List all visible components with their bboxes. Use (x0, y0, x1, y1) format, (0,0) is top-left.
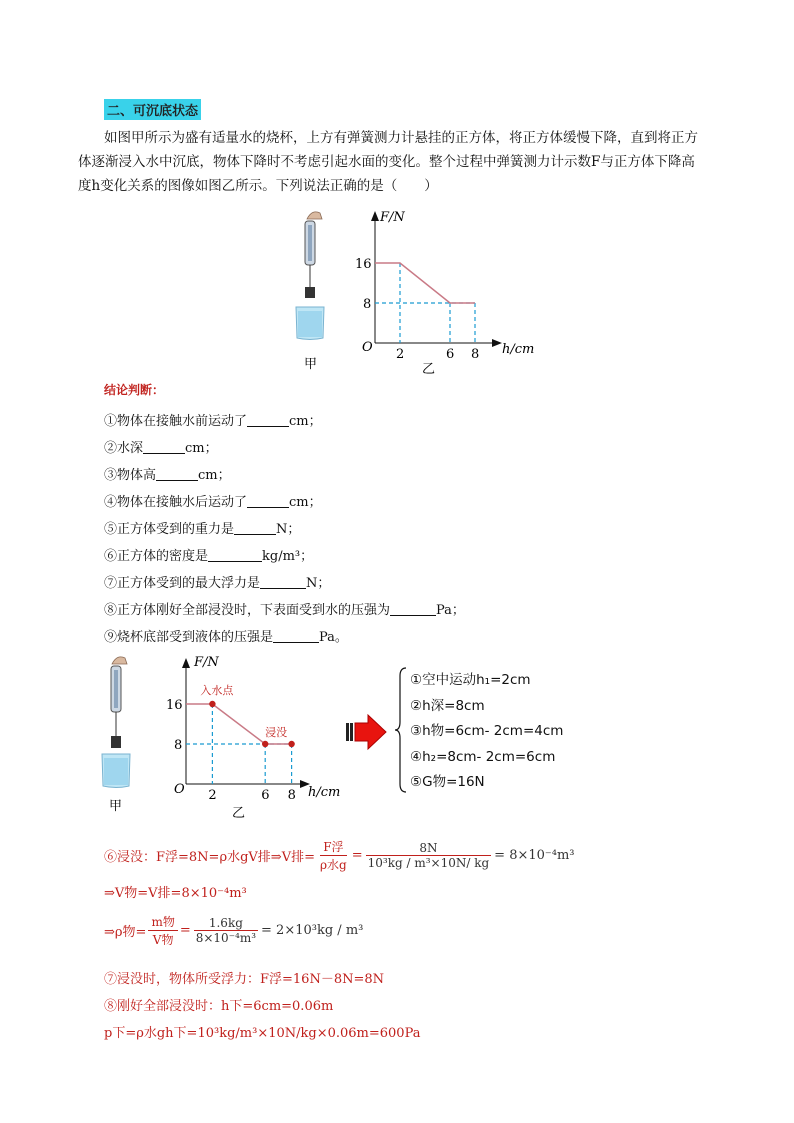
solution-8b: p下=ρ水gh下=10³kg/m³×10N/kg×0.06m=600Pa (104, 1026, 421, 1041)
solution-6 (104, 838, 575, 873)
y-tick-label: 8 (174, 738, 183, 753)
problem-line-2: 体逐渐浸入水中沉底，物体下降时不考虑引起水面的变化。整个过程中弹簧测力计示数F与正方体下降高 (78, 154, 695, 170)
question-2 (104, 437, 218, 456)
section-title: 二、可沉底状态 (104, 99, 201, 120)
s6c-prefix: ⇒ρ物= (104, 925, 147, 940)
q9-unit: Pa。 (319, 630, 348, 645)
question-3 (104, 464, 231, 483)
x-tick-label: 2 (208, 788, 217, 803)
q3-unit: cm； (198, 468, 231, 483)
x-tick-label: 6 (261, 788, 270, 803)
q1-blank[interactable] (247, 412, 289, 427)
s6c-frac1-num: m物 (148, 913, 177, 931)
q6-blank[interactable] (208, 547, 262, 562)
data-point (262, 741, 268, 747)
problem-line-1: 如图甲所示为盛有适量水的烧杯，上方有弹簧测力计悬挂的正方体，将正方体缓慢下降，直到将正方 (104, 130, 698, 146)
x-tick-label: 8 (471, 347, 480, 362)
question-6 (104, 545, 313, 564)
question-4 (104, 491, 322, 510)
figure-1 (290, 205, 540, 375)
s6-frac2-num: 8N (366, 841, 492, 856)
solution-8: ⑧刚好全部浸没时：h下=6cm=0.06m (104, 999, 334, 1014)
fig1-ylabel: F/N (380, 210, 405, 225)
conclusion-title: 结论判断： (104, 383, 165, 397)
spring-scale-icon (305, 212, 322, 287)
data-point (209, 701, 215, 707)
solution-6b: ⇒V物=V排=8×10⁻⁴m³ (104, 886, 247, 901)
fig2-ylabel: F/N (194, 655, 219, 670)
q7-unit: N； (306, 576, 331, 591)
fig1-label-yi: 乙 (422, 362, 436, 375)
y-tick-label: 8 (363, 297, 372, 312)
question-1 (104, 410, 322, 429)
brace-list (410, 668, 563, 796)
q1-unit: cm； (289, 414, 322, 429)
x-tick-label: 8 (287, 788, 296, 803)
s6-fraction-2 (366, 841, 492, 870)
brace-item-2: ②h深=8cm (410, 697, 485, 714)
brace-item-1: ①空中运动h₁=2cm (410, 672, 531, 688)
q2-blank[interactable] (143, 439, 185, 454)
q7-blank[interactable] (260, 574, 306, 589)
question-8 (104, 599, 465, 618)
q9-text: ⑨烧杯底部受到液体的压强是 (104, 630, 274, 645)
q4-blank[interactable] (247, 493, 289, 508)
s6c-frac2-den: 8×10⁻⁴m³ (195, 931, 257, 945)
s6c-fraction-1 (148, 913, 177, 948)
q6-text: ⑥正方体的密度是 (104, 549, 209, 564)
beaker-icon-2 (102, 754, 130, 788)
fig1-origin: O (362, 340, 373, 355)
data-point (288, 741, 294, 747)
s6-frac2-den: 10³kg / m³×10N/ kg (367, 856, 490, 870)
beaker-icon (296, 307, 324, 340)
q1-text: ①物体在接触水前运动了 (104, 414, 248, 429)
s6c-frac2-num: 1.6kg (194, 916, 258, 931)
q8-unit: Pa； (436, 603, 465, 618)
cube-block (305, 287, 315, 298)
spring-scale-icon-2 (111, 657, 127, 736)
brace-item-4: ④h₂=8cm- 2cm=6cm (410, 748, 556, 765)
brace-item-3: ③h物=6cm- 2cm=4cm (410, 723, 564, 739)
q9-blank[interactable] (273, 628, 319, 643)
s6-prefix: ⑥浸没：F浮=8N=ρ水gV排⇒V排= (104, 850, 315, 865)
fig2-label-jia: 甲 (109, 799, 123, 814)
q2-text: ②水深 (104, 441, 144, 456)
question-9 (104, 626, 348, 645)
s6-frac1-den: ρ水g (319, 858, 347, 872)
brace-icon (394, 666, 408, 794)
q4-unit: cm； (289, 495, 322, 510)
solution-7: ⑦浸没时，物体所受浮力：F浮=16N－8N=8N (104, 972, 385, 987)
question-5 (104, 518, 300, 537)
x-tick-label: 2 (396, 347, 405, 362)
figure-2 (100, 650, 360, 820)
fig1-x-arrow (492, 339, 502, 347)
fig2-chart-marks (166, 683, 296, 803)
q5-text: ⑤正方体受到的重力是 (104, 522, 235, 537)
fig2-label-yi: 乙 (232, 806, 246, 820)
fig1-xlabel: h/cm (502, 342, 535, 357)
y-tick-label: 16 (355, 257, 372, 272)
fig2-xlabel: h/cm (308, 785, 341, 800)
y-tick-label: 16 (166, 698, 183, 713)
q5-unit: N； (276, 522, 301, 537)
q3-text: ③物体高 (104, 468, 157, 483)
q2-unit: cm； (185, 441, 218, 456)
annotation-submerged: 浸没 (265, 726, 288, 739)
q8-blank[interactable] (390, 601, 436, 616)
s6-result: = 8×10⁻⁴m³ (494, 848, 575, 863)
problem-text (78, 126, 718, 198)
q5-blank[interactable] (234, 520, 276, 535)
solution-6c (104, 913, 363, 948)
s6-frac1-num: F浮 (320, 838, 346, 856)
problem-line-3: 度h变化关系的图像如图乙所示。下列说法正确的是（ ） (78, 178, 438, 194)
s6-eq: = (351, 848, 363, 863)
series-line (375, 263, 475, 303)
fig1-chart-marks (355, 257, 479, 362)
q6-unit: kg/m³； (262, 549, 314, 564)
fig1-label-jia: 甲 (304, 357, 318, 372)
red-arrow-icon (346, 713, 388, 753)
q7-text: ⑦正方体受到的最大浮力是 (104, 576, 261, 591)
question-7 (104, 572, 330, 591)
s6c-fraction-2 (194, 916, 258, 945)
cube-block-2 (111, 736, 121, 748)
q4-text: ④物体在接触水后运动了 (104, 495, 248, 510)
fig1-y-arrow (371, 211, 379, 221)
s6c-eq: = (179, 923, 191, 938)
annotation-entry-point: 入水点 (200, 684, 234, 697)
s6-fraction-1 (317, 838, 350, 873)
s6c-result: = 2×10³kg / m³ (261, 923, 364, 938)
fig2-origin: O (174, 782, 185, 797)
brace-item-5: ⑤G物=16N (410, 774, 485, 790)
q3-blank[interactable] (156, 466, 198, 481)
s6c-frac1-den: V物 (152, 933, 174, 947)
fig2-y-arrow (182, 658, 190, 668)
q8-text: ⑧正方体刚好全部浸没时，下表面受到水的压强为 (104, 603, 391, 618)
x-tick-label: 6 (446, 347, 455, 362)
